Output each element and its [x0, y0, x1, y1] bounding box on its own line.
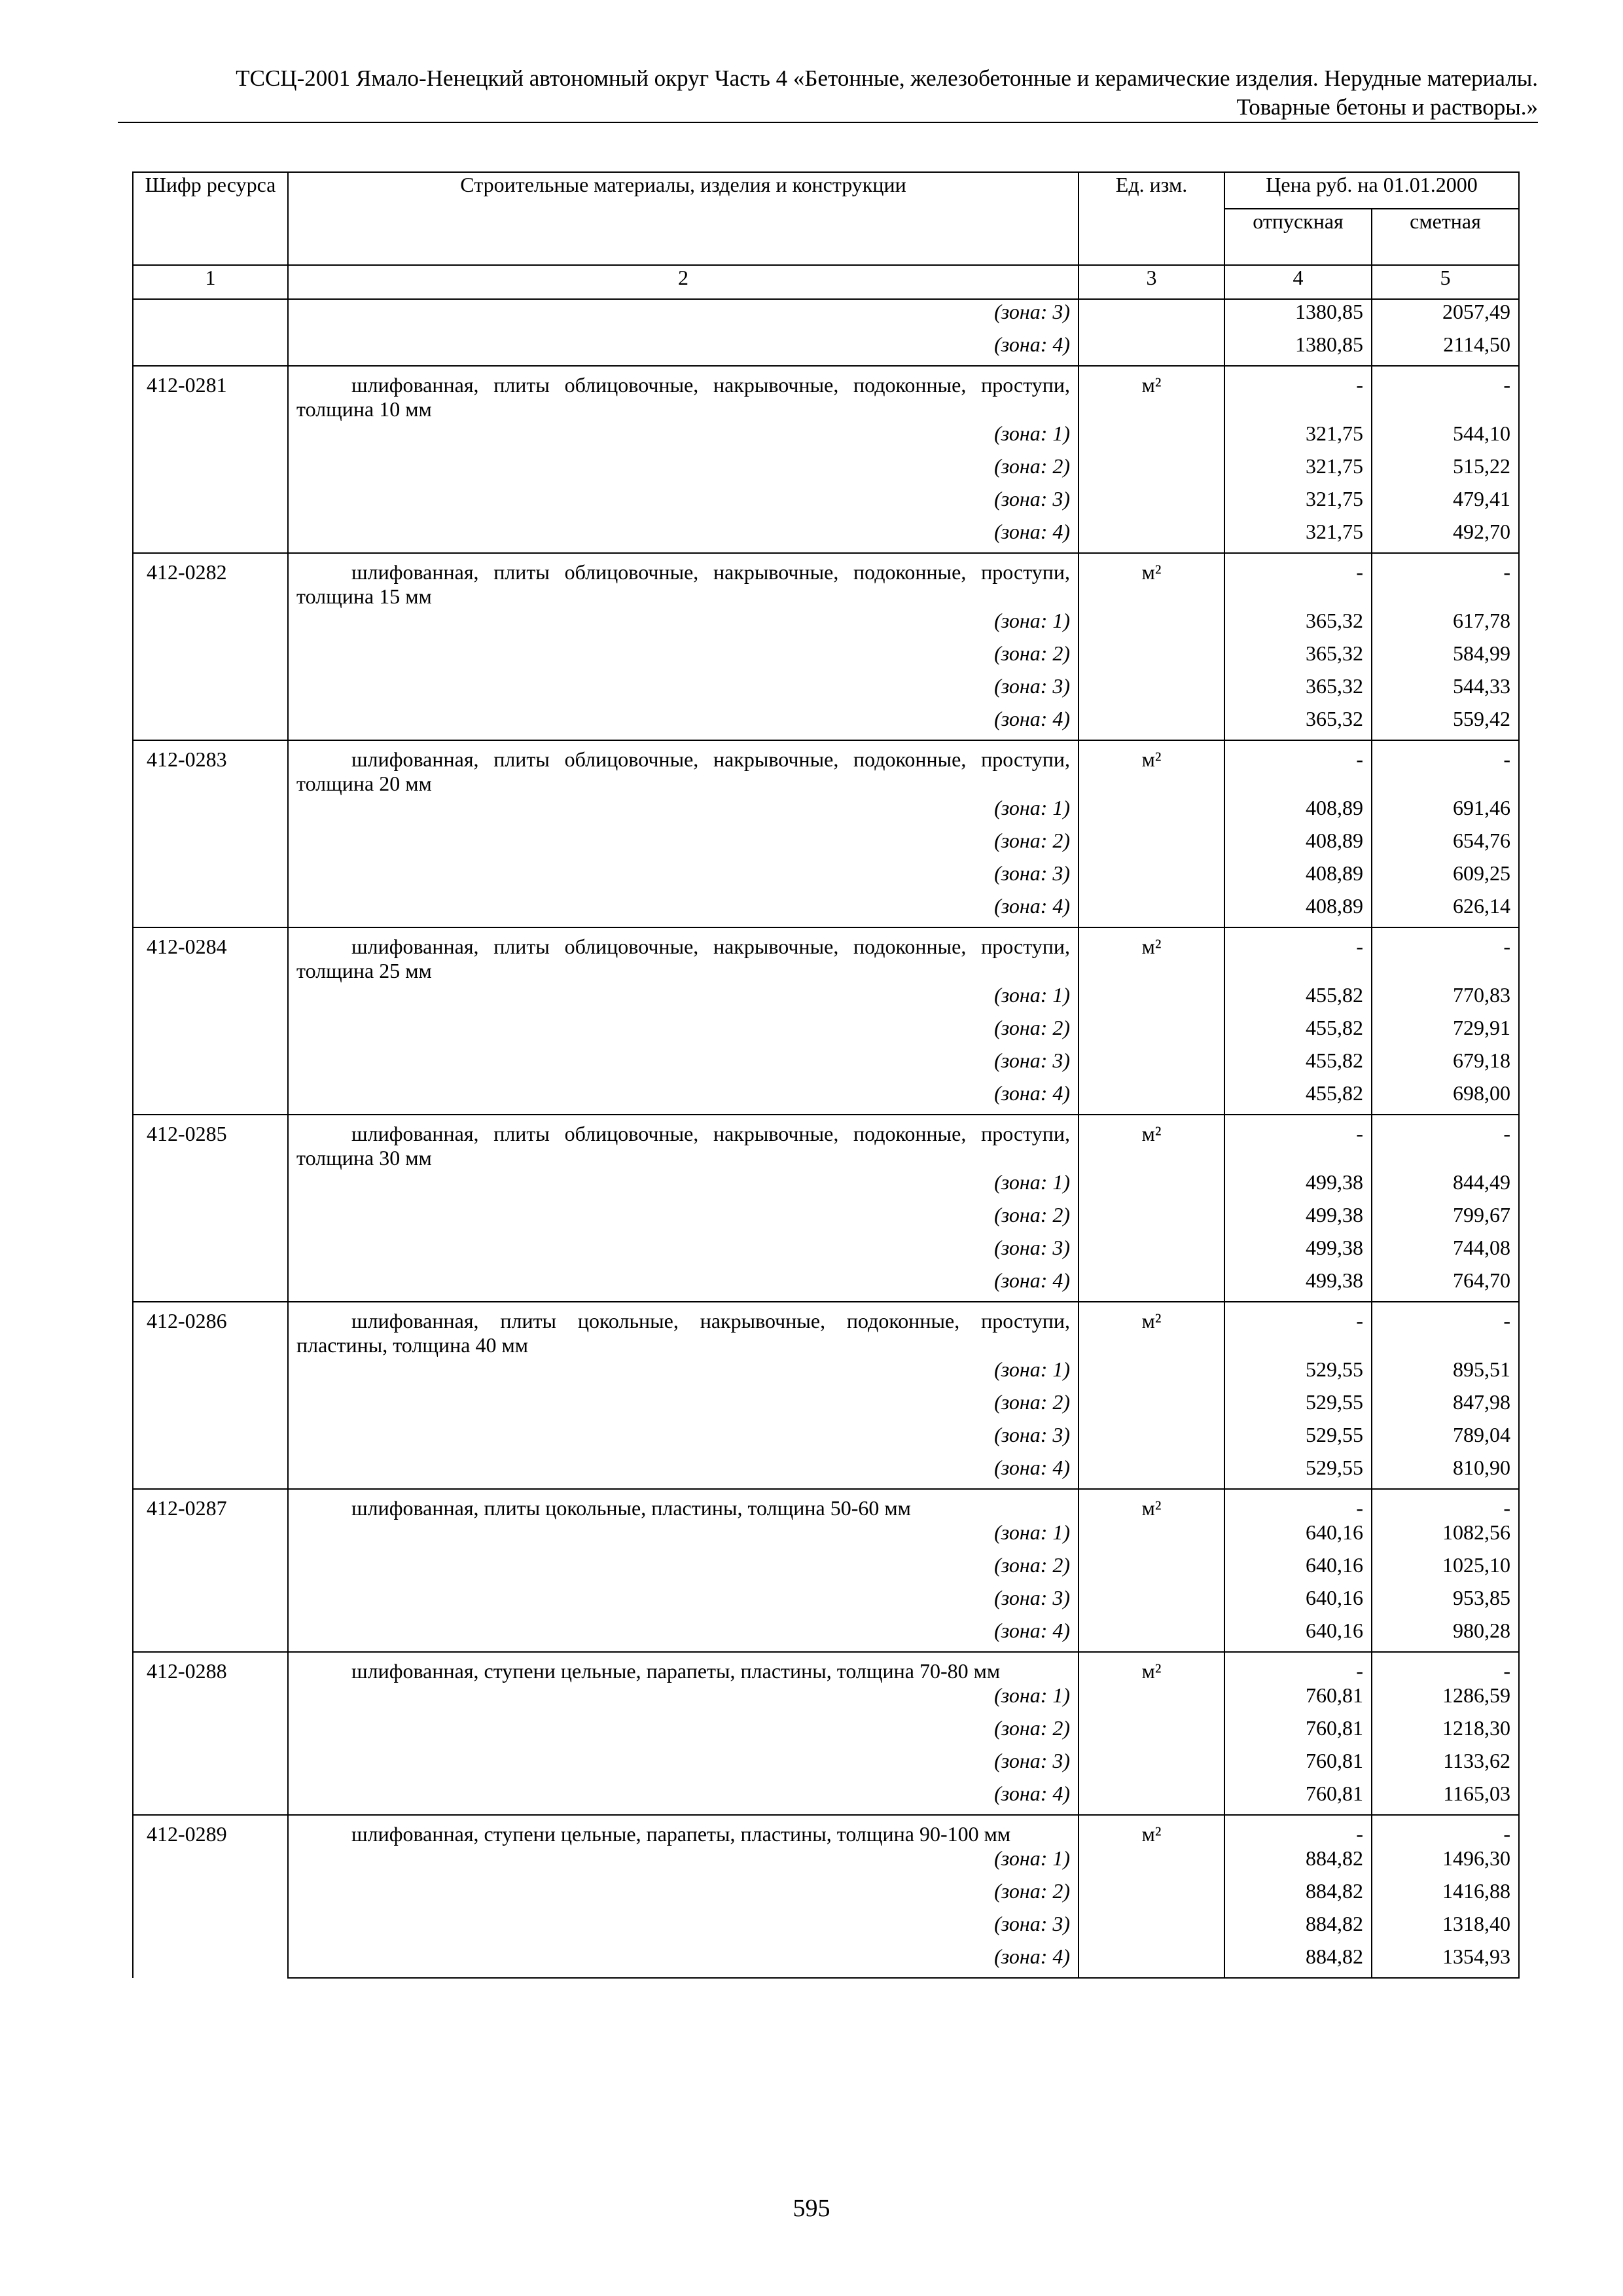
- estimate-price: 609,25: [1372, 861, 1519, 894]
- zone-label: (зона: 4): [288, 1945, 1079, 1978]
- zone-row: [133, 1423, 1519, 1456]
- item-unit: м²: [1079, 1115, 1224, 1170]
- estimate-price: 1318,40: [1372, 1912, 1519, 1945]
- unit-cell: [1079, 1945, 1224, 1978]
- estimate-price: -: [1372, 553, 1519, 609]
- carry-over-row: [133, 332, 1519, 366]
- col-header-release: отпускная: [1224, 209, 1372, 265]
- zone-row: [133, 894, 1519, 927]
- release-price: 640,16: [1224, 1553, 1372, 1586]
- unit-cell: [1079, 674, 1224, 707]
- estimate-price: 1416,88: [1372, 1879, 1519, 1912]
- col-number: 2: [288, 265, 1079, 299]
- release-price: 884,82: [1224, 1912, 1372, 1945]
- resource-code: 412-0284: [133, 927, 288, 1115]
- unit-cell: [1079, 299, 1224, 332]
- zone-label: (зона: 4): [288, 1782, 1079, 1815]
- item-description: шлифованная, плиты облицовочные, накрывочные, подоконные, проступи, толщина 20 мм: [288, 740, 1079, 796]
- zone-row: [133, 609, 1519, 641]
- zone-label: (зона: 1): [288, 1683, 1079, 1716]
- release-price: 365,32: [1224, 707, 1372, 740]
- zone-row: [133, 520, 1519, 553]
- release-price: -: [1224, 1302, 1372, 1357]
- unit-cell: [1079, 861, 1224, 894]
- unit-cell: [1079, 1619, 1224, 1652]
- zone-label: (зона: 4): [288, 1081, 1079, 1115]
- release-price: 529,55: [1224, 1357, 1372, 1390]
- release-price: 365,32: [1224, 609, 1372, 641]
- release-price: -: [1224, 1652, 1372, 1683]
- zone-row: [133, 1456, 1519, 1489]
- release-price: 365,32: [1224, 674, 1372, 707]
- unit-cell: [1079, 520, 1224, 553]
- zone-row: [133, 1945, 1519, 1978]
- zone-label: (зона: 2): [288, 1203, 1079, 1236]
- item-description: шлифованная, плиты цокольные, пластины, толщина 50-60 мм: [288, 1489, 1079, 1520]
- zone-label: (зона: 2): [288, 1553, 1079, 1586]
- resource-code: 412-0283: [133, 740, 288, 927]
- item-description: шлифованная, плиты облицовочные, накрывочные, подоконные, проступи, толщина 25 мм: [288, 927, 1079, 983]
- unit-cell: [1079, 829, 1224, 861]
- release-price: 365,32: [1224, 641, 1372, 674]
- release-price: 640,16: [1224, 1586, 1372, 1619]
- unit-cell: [1079, 1553, 1224, 1586]
- zone-label: (зона: 1): [288, 422, 1079, 454]
- zone-label: (зона: 4): [288, 332, 1079, 366]
- unit-cell: [1079, 609, 1224, 641]
- item-unit: м²: [1079, 927, 1224, 983]
- estimate-price: 626,14: [1372, 894, 1519, 927]
- zone-row: [133, 1268, 1519, 1302]
- item-row: [133, 1815, 1519, 1846]
- release-price: 321,75: [1224, 520, 1372, 553]
- resource-code: 412-0285: [133, 1115, 288, 1302]
- estimate-price: 679,18: [1372, 1049, 1519, 1081]
- zone-label: (зона: 3): [288, 1049, 1079, 1081]
- unit-cell: [1079, 1390, 1224, 1423]
- resource-code: 412-0287: [133, 1489, 288, 1652]
- zone-row: [133, 1846, 1519, 1879]
- release-price: 760,81: [1224, 1683, 1372, 1716]
- col-header-name: Строительные материалы, изделия и конструкции: [288, 172, 1079, 265]
- unit-cell: [1079, 1520, 1224, 1553]
- estimate-price: 617,78: [1372, 609, 1519, 641]
- unit-cell: [1079, 1683, 1224, 1716]
- estimate-price: -: [1372, 1302, 1519, 1357]
- header-line-1: ТССЦ-2001 Ямало-Ненецкий автономный округ Часть 4 «Бетонные, железобетонные и керамические изделия. Нерудные материалы.: [236, 65, 1538, 91]
- estimate-price: -: [1372, 927, 1519, 983]
- release-price: -: [1224, 1115, 1372, 1170]
- item-unit: м²: [1079, 553, 1224, 609]
- estimate-price: 980,28: [1372, 1619, 1519, 1652]
- estimate-price: 1025,10: [1372, 1553, 1519, 1586]
- unit-cell: [1079, 454, 1224, 487]
- unit-cell: [1079, 1203, 1224, 1236]
- release-price: -: [1224, 366, 1372, 422]
- zone-row: [133, 861, 1519, 894]
- zone-label: (зона: 3): [288, 1749, 1079, 1782]
- item-row: [133, 1489, 1519, 1520]
- zone-label: (зона: 4): [288, 894, 1079, 927]
- zone-label: (зона: 2): [288, 454, 1079, 487]
- col-header-estimate: сметная: [1372, 209, 1519, 265]
- release-price: 499,38: [1224, 1236, 1372, 1268]
- estimate-price: 1496,30: [1372, 1846, 1519, 1879]
- zone-row: [133, 1782, 1519, 1815]
- zone-label: (зона: 3): [288, 1586, 1079, 1619]
- zone-row: [133, 1879, 1519, 1912]
- col-number: 3: [1079, 265, 1224, 299]
- estimate-price: -: [1372, 1815, 1519, 1846]
- release-price: 640,16: [1224, 1520, 1372, 1553]
- estimate-price: 770,83: [1372, 983, 1519, 1016]
- item-description: шлифованная, плиты облицовочные, накрывочные, подоконные, проступи, толщина 30 мм: [288, 1115, 1079, 1170]
- zone-row: [133, 454, 1519, 487]
- zone-row: [133, 1236, 1519, 1268]
- unit-cell: [1079, 796, 1224, 829]
- zone-label: (зона: 2): [288, 1879, 1079, 1912]
- release-price: 884,82: [1224, 1945, 1372, 1978]
- release-price: -: [1224, 553, 1372, 609]
- unit-cell: [1079, 1782, 1224, 1815]
- item-row: [133, 553, 1519, 609]
- unit-cell: [1079, 1049, 1224, 1081]
- zone-label: (зона: 4): [288, 707, 1079, 740]
- header-rule: [118, 122, 1538, 123]
- zone-row: [133, 422, 1519, 454]
- zone-label: (зона: 3): [288, 299, 1079, 332]
- estimate-price: 1133,62: [1372, 1749, 1519, 1782]
- zone-row: [133, 1081, 1519, 1115]
- estimate-price: 895,51: [1372, 1357, 1519, 1390]
- zone-row: [133, 1683, 1519, 1716]
- zone-label: (зона: 1): [288, 1520, 1079, 1553]
- estimate-price: 1165,03: [1372, 1782, 1519, 1815]
- item-unit: м²: [1079, 366, 1224, 422]
- zone-label: (зона: 1): [288, 609, 1079, 641]
- release-price: 1380,85: [1224, 299, 1372, 332]
- unit-cell: [1079, 1016, 1224, 1049]
- estimate-price: 698,00: [1372, 1081, 1519, 1115]
- col-header-price: Цена руб. на 01.01.2000: [1224, 172, 1519, 209]
- zone-label: (зона: 3): [288, 1236, 1079, 1268]
- unit-cell: [1079, 1423, 1224, 1456]
- estimate-price: 654,76: [1372, 829, 1519, 861]
- release-price: 408,89: [1224, 894, 1372, 927]
- zone-row: [133, 1357, 1519, 1390]
- unit-cell: [1079, 1357, 1224, 1390]
- header-line-2: Товарные бетоны и растворы.»: [1236, 94, 1538, 120]
- unit-cell: [1079, 894, 1224, 927]
- estimate-price: 744,08: [1372, 1236, 1519, 1268]
- release-price: 408,89: [1224, 861, 1372, 894]
- zone-label: (зона: 3): [288, 487, 1079, 520]
- release-price: 321,75: [1224, 422, 1372, 454]
- release-price: 455,82: [1224, 1016, 1372, 1049]
- unit-cell: [1079, 332, 1224, 366]
- release-price: 529,55: [1224, 1456, 1372, 1489]
- resource-code: 412-0281: [133, 366, 288, 553]
- resource-code: 412-0289: [133, 1815, 288, 1978]
- unit-cell: [1079, 487, 1224, 520]
- zone-row: [133, 1586, 1519, 1619]
- item-unit: м²: [1079, 1652, 1224, 1683]
- table-body: [133, 299, 1519, 1978]
- zone-label: (зона: 2): [288, 1390, 1079, 1423]
- col-number: 1: [133, 265, 288, 299]
- release-price: 455,82: [1224, 983, 1372, 1016]
- zone-row: [133, 1170, 1519, 1203]
- zone-row: [133, 796, 1519, 829]
- zone-row: [133, 707, 1519, 740]
- estimate-price: 479,41: [1372, 487, 1519, 520]
- release-price: 321,75: [1224, 454, 1372, 487]
- zone-row: [133, 1749, 1519, 1782]
- release-price: 760,81: [1224, 1716, 1372, 1749]
- item-description: шлифованная, плиты облицовочные, накрывочные, подоконные, проступи, толщина 10 мм: [288, 366, 1079, 422]
- zone-row: [133, 1520, 1519, 1553]
- release-price: 760,81: [1224, 1782, 1372, 1815]
- unit-cell: [1079, 1716, 1224, 1749]
- item-row: [133, 740, 1519, 796]
- item-row: [133, 1115, 1519, 1170]
- zone-row: [133, 1553, 1519, 1586]
- zone-label: (зона: 3): [288, 674, 1079, 707]
- zone-label: (зона: 1): [288, 983, 1079, 1016]
- estimate-price: 799,67: [1372, 1203, 1519, 1236]
- zone-label: (зона: 2): [288, 641, 1079, 674]
- item-unit: м²: [1079, 740, 1224, 796]
- resource-code: 412-0286: [133, 1302, 288, 1489]
- zone-row: [133, 983, 1519, 1016]
- running-header: [118, 64, 1538, 122]
- zone-label: (зона: 4): [288, 520, 1079, 553]
- item-description: шлифованная, плиты цокольные, накрывочные, подоконные, проступи, пластины, толщина 40 мм: [288, 1302, 1079, 1357]
- zone-label: (зона: 1): [288, 796, 1079, 829]
- unit-cell: [1079, 1081, 1224, 1115]
- unit-cell: [1079, 422, 1224, 454]
- item-description: шлифованная, плиты облицовочные, накрывочные, подоконные, проступи, толщина 15 мм: [288, 553, 1079, 609]
- release-price: 499,38: [1224, 1203, 1372, 1236]
- release-price: 529,55: [1224, 1423, 1372, 1456]
- estimate-price: 1354,93: [1372, 1945, 1519, 1978]
- release-price: 455,82: [1224, 1049, 1372, 1081]
- estimate-price: 515,22: [1372, 454, 1519, 487]
- unit-cell: [1079, 983, 1224, 1016]
- estimate-price: 810,90: [1372, 1456, 1519, 1489]
- estimate-price: 729,91: [1372, 1016, 1519, 1049]
- item-row: [133, 1302, 1519, 1357]
- release-price: 529,55: [1224, 1390, 1372, 1423]
- estimate-price: 559,42: [1372, 707, 1519, 740]
- price-table: [132, 171, 1520, 1979]
- estimate-price: 789,04: [1372, 1423, 1519, 1456]
- zone-label: (зона: 3): [288, 1423, 1079, 1456]
- estimate-price: -: [1372, 366, 1519, 422]
- release-price: 455,82: [1224, 1081, 1372, 1115]
- unit-cell: [1079, 641, 1224, 674]
- unit-cell: [1079, 1846, 1224, 1879]
- release-price: 499,38: [1224, 1268, 1372, 1302]
- zone-row: [133, 1016, 1519, 1049]
- estimate-price: 691,46: [1372, 796, 1519, 829]
- zone-label: (зона: 4): [288, 1456, 1079, 1489]
- col-header-unit: Ед. изм.: [1079, 172, 1224, 265]
- estimate-price: 584,99: [1372, 641, 1519, 674]
- estimate-price: 847,98: [1372, 1390, 1519, 1423]
- item-unit: м²: [1079, 1489, 1224, 1520]
- col-number: 4: [1224, 265, 1372, 299]
- zone-row: [133, 1049, 1519, 1081]
- item-unit: м²: [1079, 1815, 1224, 1846]
- release-price: 408,89: [1224, 796, 1372, 829]
- estimate-price: -: [1372, 740, 1519, 796]
- zone-row: [133, 641, 1519, 674]
- zone-row: [133, 674, 1519, 707]
- release-price: -: [1224, 927, 1372, 983]
- release-price: 321,75: [1224, 487, 1372, 520]
- unit-cell: [1079, 1749, 1224, 1782]
- unit-cell: [1079, 1456, 1224, 1489]
- release-price: 499,38: [1224, 1170, 1372, 1203]
- estimate-price: 2114,50: [1372, 332, 1519, 366]
- zone-label: (зона: 2): [288, 1016, 1079, 1049]
- release-price: 640,16: [1224, 1619, 1372, 1652]
- item-description: шлифованная, ступени цельные, парапеты, пластины, толщина 90-100 мм: [288, 1815, 1079, 1846]
- unit-cell: [1079, 1586, 1224, 1619]
- carry-over-row: [133, 299, 1519, 332]
- zone-row: [133, 1716, 1519, 1749]
- release-price: 408,89: [1224, 829, 1372, 861]
- estimate-price: 1082,56: [1372, 1520, 1519, 1553]
- item-row: [133, 927, 1519, 983]
- zone-row: [133, 1203, 1519, 1236]
- unit-cell: [1079, 1170, 1224, 1203]
- estimate-price: 544,33: [1372, 674, 1519, 707]
- resource-code: 412-0282: [133, 553, 288, 740]
- unit-cell: [1079, 1912, 1224, 1945]
- unit-cell: [1079, 1879, 1224, 1912]
- zone-label: (зона: 1): [288, 1846, 1079, 1879]
- unit-cell: [1079, 1236, 1224, 1268]
- item-row: [133, 1652, 1519, 1683]
- estimate-price: -: [1372, 1652, 1519, 1683]
- release-price: -: [1224, 740, 1372, 796]
- resource-code: [133, 299, 288, 366]
- release-price: 884,82: [1224, 1846, 1372, 1879]
- estimate-price: 844,49: [1372, 1170, 1519, 1203]
- zone-label: (зона: 1): [288, 1170, 1079, 1203]
- zone-label: (зона: 2): [288, 1716, 1079, 1749]
- page-number: 595: [793, 2195, 830, 2222]
- estimate-price: 1218,30: [1372, 1716, 1519, 1749]
- release-price: -: [1224, 1815, 1372, 1846]
- estimate-price: 544,10: [1372, 422, 1519, 454]
- zone-row: [133, 1619, 1519, 1652]
- unit-cell: [1079, 707, 1224, 740]
- item-unit: м²: [1079, 1302, 1224, 1357]
- release-price: -: [1224, 1489, 1372, 1520]
- estimate-price: -: [1372, 1115, 1519, 1170]
- item-row: [133, 366, 1519, 422]
- zone-row: [133, 1912, 1519, 1945]
- zone-label: (зона: 1): [288, 1357, 1079, 1390]
- estimate-price: -: [1372, 1489, 1519, 1520]
- estimate-price: 1286,59: [1372, 1683, 1519, 1716]
- zone-label: (зона: 4): [288, 1268, 1079, 1302]
- item-description: шлифованная, ступени цельные, парапеты, пластины, толщина 70-80 мм: [288, 1652, 1079, 1683]
- zone-label: (зона: 3): [288, 861, 1079, 894]
- unit-cell: [1079, 1268, 1224, 1302]
- zone-row: [133, 487, 1519, 520]
- zone-label: (зона: 4): [288, 1619, 1079, 1652]
- col-header-code: Шифр ресурса: [133, 172, 288, 265]
- release-price: 884,82: [1224, 1879, 1372, 1912]
- release-price: 760,81: [1224, 1749, 1372, 1782]
- estimate-price: 492,70: [1372, 520, 1519, 553]
- release-price: 1380,85: [1224, 332, 1372, 366]
- zone-row: [133, 829, 1519, 861]
- estimate-price: 2057,49: [1372, 299, 1519, 332]
- estimate-price: 953,85: [1372, 1586, 1519, 1619]
- col-number: 5: [1372, 265, 1519, 299]
- zone-label: (зона: 2): [288, 829, 1079, 861]
- zone-row: [133, 1390, 1519, 1423]
- resource-code: 412-0288: [133, 1652, 288, 1815]
- zone-label: (зона: 3): [288, 1912, 1079, 1945]
- estimate-price: 764,70: [1372, 1268, 1519, 1302]
